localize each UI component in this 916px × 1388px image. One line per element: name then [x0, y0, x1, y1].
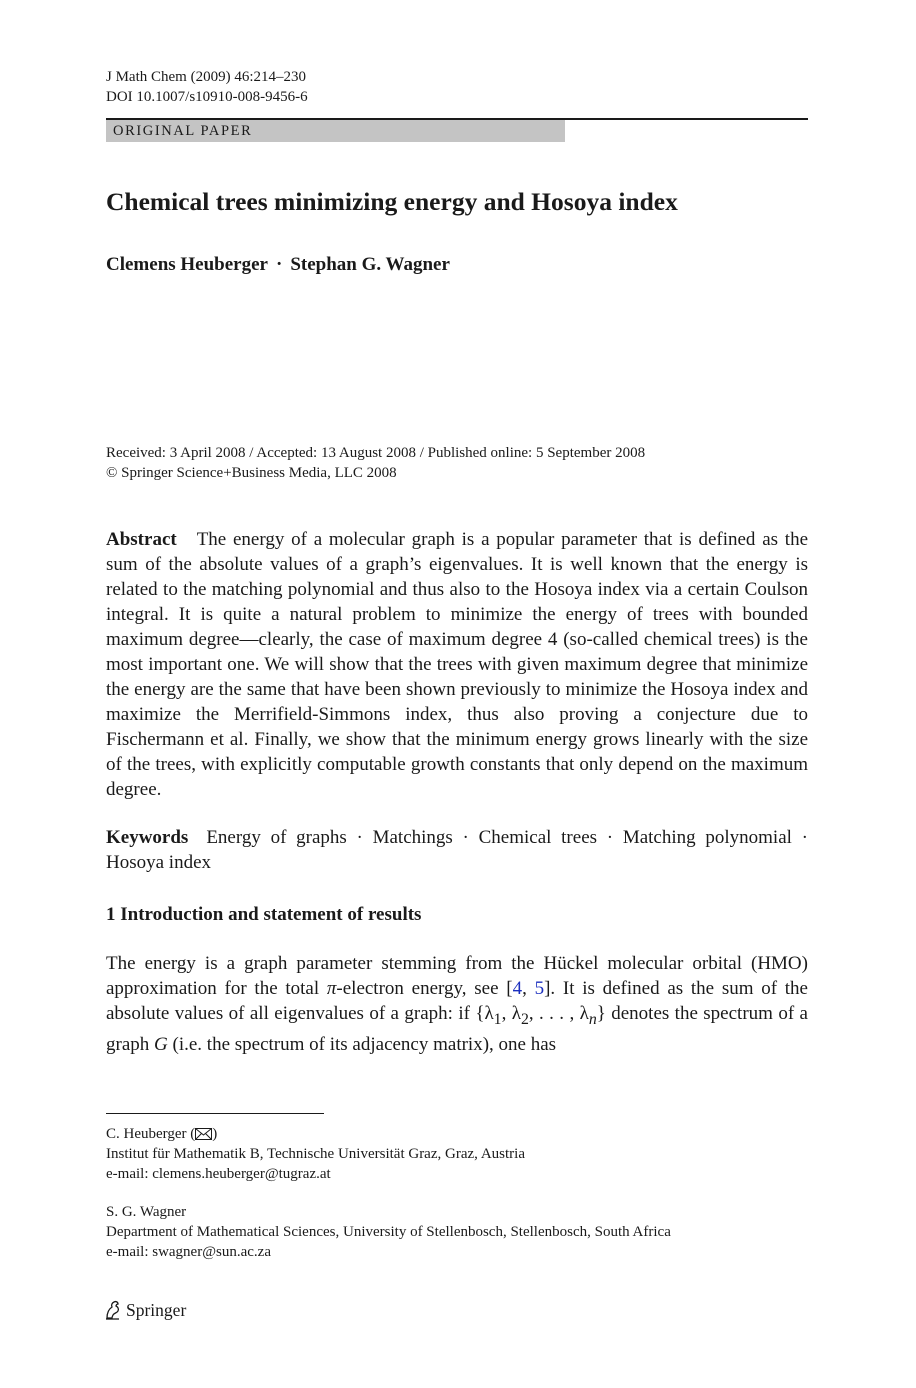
footnote-rule — [106, 1113, 324, 1114]
subscript: 1 — [493, 1010, 502, 1028]
intro-text: ]. It is defined as the sum of the absolute values of all eigenvalues of a graph: if {λ — [106, 978, 808, 1024]
abstract-label: Abstract — [106, 529, 177, 550]
publisher-name: Springer — [126, 1300, 187, 1320]
copyright-notice: © Springer Science+Business Media, LLC 2008 — [106, 465, 397, 481]
paper-type-label: ORIGINAL PAPER — [113, 123, 253, 139]
intro-text: , λ — [501, 1003, 521, 1024]
intro-text: , . . . , λ — [528, 1003, 589, 1024]
affiliation-heuberger — [106, 1124, 525, 1184]
citation-link-5[interactable]: 5 — [534, 978, 545, 999]
intro-text: The energy is a graph parameter stemming from the Hückel molecular orbital (HMO) approximation for the total — [106, 953, 808, 999]
springer-logo — [104, 1298, 186, 1322]
abstract-text: The energy of a molecular graph is a popular parameter that is defined as the sum of the absolute values of a graph’s eigenvalues. It is well known that the energy is related to the matching polynomial and thus also to the Hosoya index via a certain Coulson integral. It is quite a natural problem to minimize the energy of trees with bounded maximum degree—clearly, the case of maximum degree 4 (so-called chemical trees) is the most important one. We will show that the trees with given maximum degree that minimize the energy are the same that have been shown previously to minimize the Hosoya index and maximize the Merrifield-Simmons index, thus also proving a conjecture due to Fischermann et al. Finally, we show that the minimum energy grows linearly with the size of the trees, with explicitly computable growth constants that only depend on the maximum degree. — [106, 529, 808, 800]
journal-citation: J Math Chem (2009) 46:214–230 — [106, 69, 306, 85]
affiliation-wagner — [106, 1202, 671, 1262]
affiliation-name — [106, 1124, 525, 1144]
author-name: Clemens Heuberger — [106, 254, 268, 275]
doi: DOI 10.1007/s10910-008-9456-6 — [106, 89, 308, 105]
affiliation-name: S. G. Wagner — [106, 1204, 187, 1220]
section-heading: 1 Introduction and statement of results — [106, 904, 422, 925]
keywords-text: Energy of graphs · Matchings · Chemical trees · Matching polynomial · Hosoya index — [106, 827, 808, 873]
intro-text: , — [522, 978, 535, 999]
springer-horse-icon — [104, 1300, 122, 1320]
affiliation-email[interactable]: e-mail: clemens.heuberger@tugraz.at — [106, 1166, 331, 1182]
paper-title: Chemical trees minimizing energy and Hosoya index — [106, 187, 678, 216]
intro-text: } denotes the spectrum of a graph — [106, 1003, 808, 1055]
affiliation-name-text: C. Heuberger ( — [106, 1126, 196, 1142]
intro-text: (i.e. the spectrum of its adjacency matrix), one has — [167, 1033, 557, 1055]
intro-text: -electron energy, see [ — [336, 978, 513, 999]
intro-paragraph — [106, 951, 808, 1057]
subscript: 2 — [520, 1010, 529, 1028]
affiliation-name-end: ) — [212, 1126, 218, 1142]
pi-symbol: π — [326, 978, 337, 999]
abstract — [106, 527, 808, 802]
paper-type-band — [106, 120, 565, 142]
citation-link-4[interactable]: 4 — [512, 978, 523, 999]
envelope-icon — [195, 1128, 212, 1140]
graph-variable: G — [154, 1033, 168, 1055]
affiliation-institution: Institut für Mathematik B, Technische Universität Graz, Graz, Austria — [106, 1146, 525, 1162]
author-separator: · — [275, 254, 283, 275]
affiliation-email[interactable]: e-mail: swagner@sun.ac.za — [106, 1244, 271, 1260]
author-name: Stephan G. Wagner — [290, 254, 450, 275]
journal-header — [106, 67, 308, 107]
subscript: n — [588, 1010, 597, 1028]
keywords-label: Keywords — [106, 827, 189, 848]
keywords — [106, 825, 808, 875]
author-list — [106, 252, 450, 278]
publication-dates: Received: 3 April 2008 / Accepted: 13 August 2008 / Published online: 5 September 2008 — [106, 445, 646, 461]
publication-history — [106, 443, 645, 483]
affiliation-institution: Department of Mathematical Sciences, University of Stellenbosch, Stellenbosch, South Africa — [106, 1224, 671, 1240]
